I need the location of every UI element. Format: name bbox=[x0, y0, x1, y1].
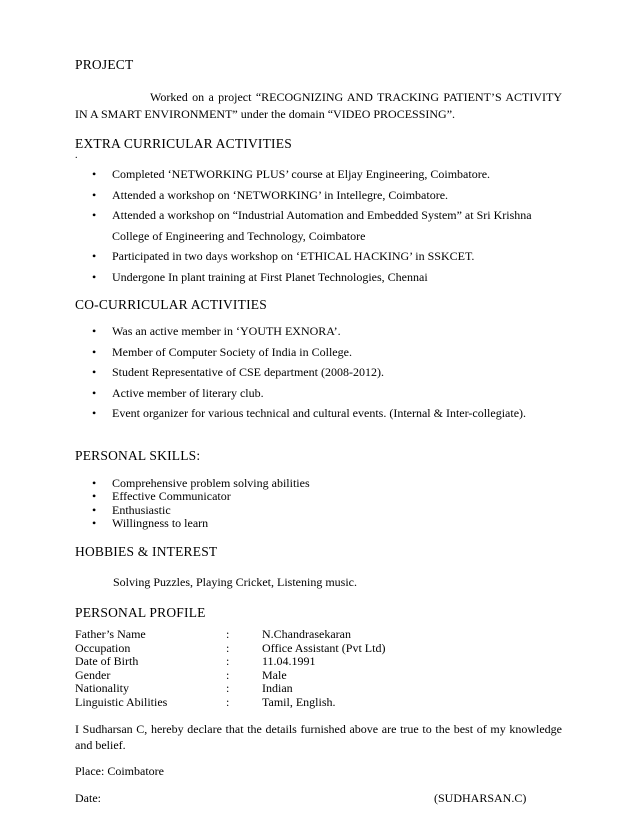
profile-label: Date of Birth bbox=[75, 654, 139, 668]
signature-name: (SUDHARSAN.C) bbox=[434, 791, 527, 805]
list-item: • Was an active member in ‘YOUTH EXNORA’. bbox=[92, 321, 572, 342]
list-item: • Completed ‘NETWORKING PLUS’ course at Eljay Engineering, Coimbatore. bbox=[92, 164, 567, 185]
list-item: • Member of Computer Society of India in College. bbox=[92, 342, 572, 363]
co-curricular-heading: CO-CURRICULAR ACTIVITIES bbox=[75, 297, 267, 312]
list-item: • Attended a workshop on “Industrial Automation and Embedded System” at Sri Krishna College of Engineering and Technology, Coimbatore bbox=[92, 205, 567, 246]
list-item: • Active member of literary club. bbox=[92, 383, 572, 404]
stray-mark: . bbox=[75, 150, 78, 161]
list-item: • Willingness to learn bbox=[92, 517, 572, 530]
profile-value: 11.04.1991 bbox=[262, 654, 316, 668]
profile-separator: : bbox=[226, 654, 230, 668]
co-curricular-list bbox=[92, 321, 572, 424]
list-item: • Undergone In plant training at First Planet Technologies, Chennai bbox=[92, 267, 567, 288]
personal-skills-list bbox=[92, 477, 572, 530]
personal-skills-heading: PERSONAL SKILLS: bbox=[75, 448, 201, 463]
list-item: • Event organizer for various technical and cultural events. (Internal & Inter-collegiate). bbox=[92, 403, 572, 424]
hobbies-heading: HOBBIES & INTEREST bbox=[75, 544, 218, 559]
profile-label: Father’s Name bbox=[75, 627, 146, 641]
profile-separator: : bbox=[226, 640, 230, 655]
place-line: Place: Coimbatore bbox=[75, 764, 164, 778]
list-item: • Enthusiastic bbox=[92, 504, 572, 517]
profile-value: Indian bbox=[262, 681, 293, 695]
list-item: • Attended a workshop on ‘NETWORKING’ in Intellegre, Coimbatore. bbox=[92, 185, 567, 206]
hobbies-text: Solving Puzzles, Playing Cricket, Listening music. bbox=[113, 575, 357, 589]
profile-value: Office Assistant (Pvt Ltd) bbox=[262, 640, 386, 655]
profile-value: Male bbox=[262, 667, 287, 682]
profile-separator: : bbox=[226, 627, 230, 641]
profile-separator: : bbox=[226, 694, 230, 709]
declaration-text: I Sudharsan C, hereby declare that the details furnished above are true to the best of my knowledge and belief. bbox=[75, 722, 562, 752]
extra-curricular-list bbox=[92, 164, 567, 287]
personal-profile-heading: PERSONAL PROFILE bbox=[75, 605, 206, 620]
profile-value: N.Chandrasekaran bbox=[262, 627, 351, 641]
project-description: Worked on a project “RECOGNIZING AND TRACKING PATIENT’S ACTIVITY IN A SMART ENVIRONMENT” under the domain “VIDEO PROCESSING”. bbox=[75, 90, 562, 121]
project-heading: PROJECT bbox=[75, 57, 134, 72]
date-label: Date: bbox=[75, 791, 101, 805]
list-item: • Participated in two days workshop on ‘ETHICAL HACKING’ in SSKCET. bbox=[92, 246, 567, 267]
list-item: • Student Representative of CSE department (2008-2012). bbox=[92, 362, 572, 383]
profile-label: Occupation bbox=[75, 640, 131, 655]
list-item: • Effective Communicator bbox=[92, 490, 572, 503]
profile-label: Nationality bbox=[75, 681, 129, 695]
list-item: • Comprehensive problem solving abilities bbox=[92, 477, 572, 490]
profile-value: Tamil, English. bbox=[262, 694, 336, 709]
profile-label: Gender bbox=[75, 667, 111, 682]
profile-separator: : bbox=[226, 681, 230, 695]
profile-separator: : bbox=[226, 667, 230, 682]
extra-curricular-heading: EXTRA CURRICULAR ACTIVITIES bbox=[75, 136, 292, 151]
profile-label: Linguistic Abilities bbox=[75, 694, 168, 709]
